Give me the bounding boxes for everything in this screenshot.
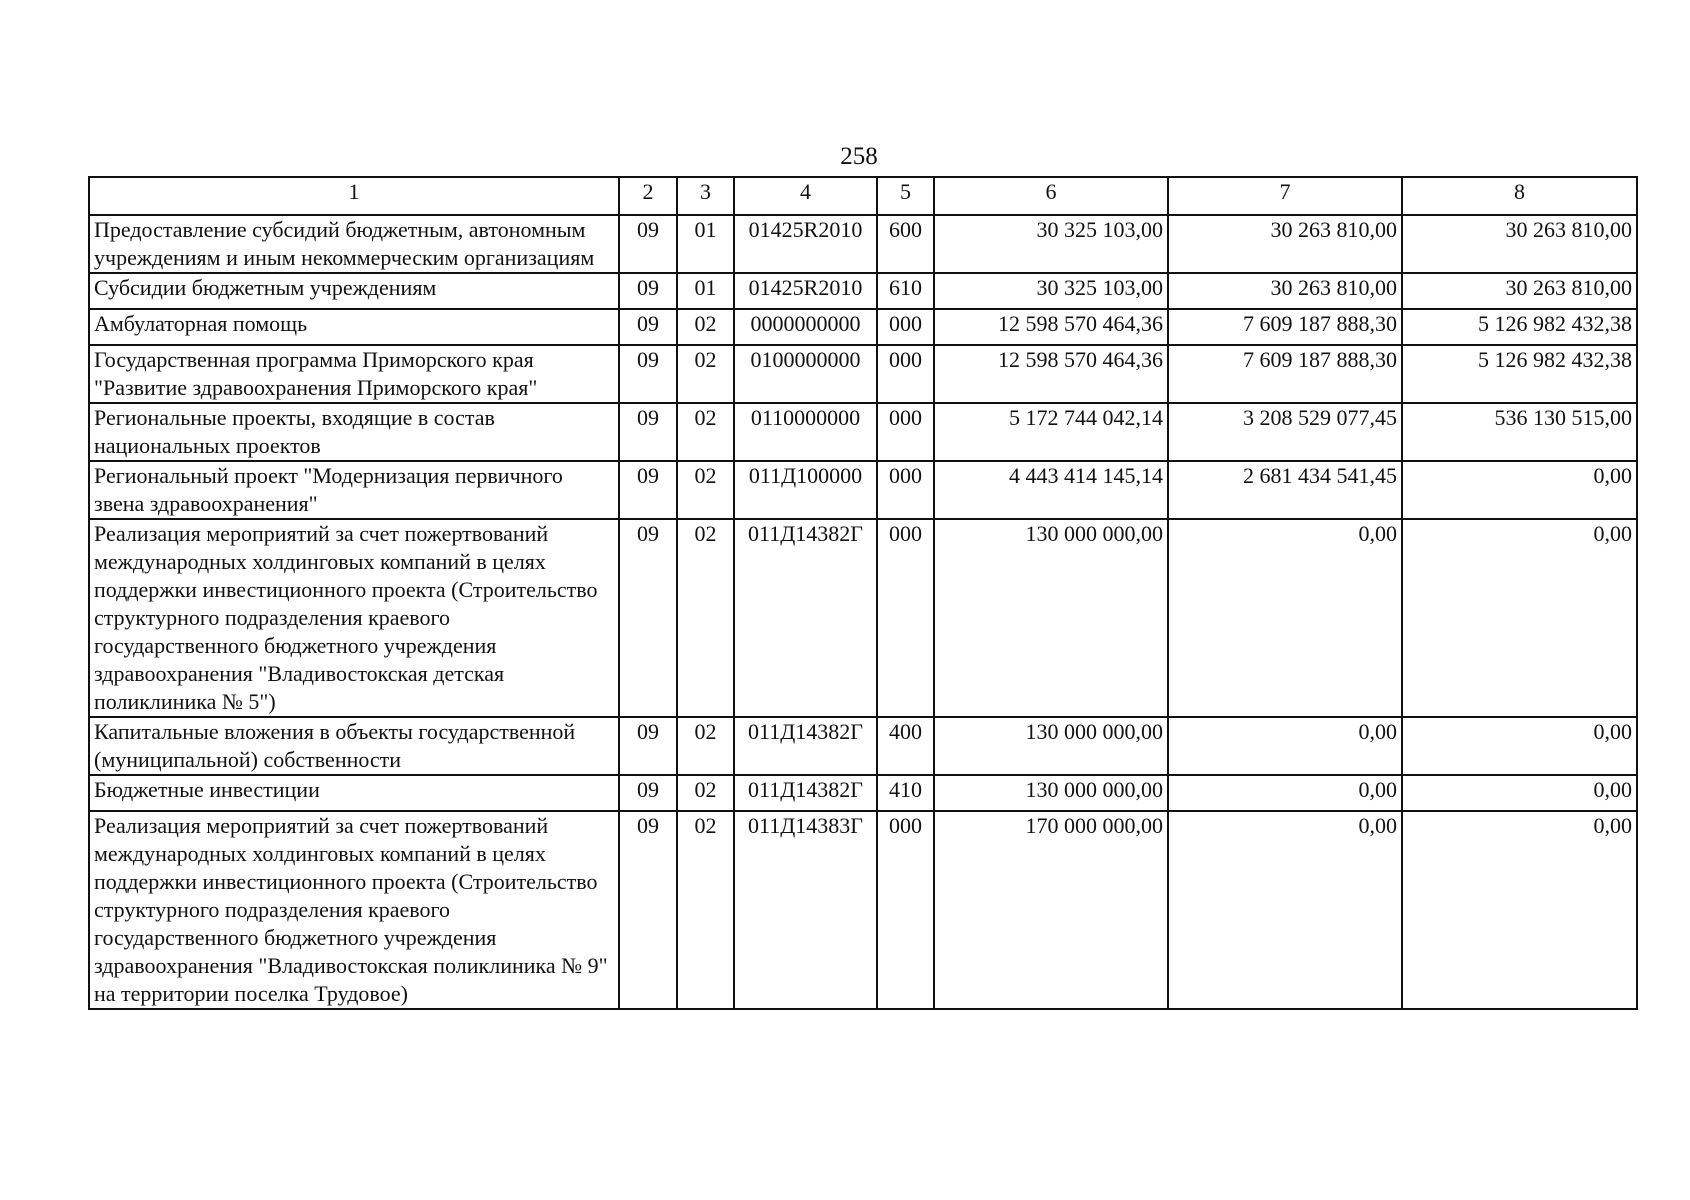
column-header: 2 bbox=[619, 177, 677, 215]
row-name: Государственная программа Приморского края "Развитие здравоохранения Приморского края" bbox=[89, 345, 619, 403]
amount-col-7: 7 609 187 888,30 bbox=[1168, 309, 1402, 345]
subsection-code: 02 bbox=[677, 519, 734, 717]
section-code: 09 bbox=[619, 461, 677, 519]
expense-kind-code: 000 bbox=[877, 519, 934, 717]
row-name: Реализация мероприятий за счет пожертвований международных холдинговых компаний в целях поддержки инвестиционного проекта (Строительство структурного подразделения краевого государственного бюджетного учреждения здравоохранения "Владивостокская детская поликлиника № 5") bbox=[89, 519, 619, 717]
section-code: 09 bbox=[619, 309, 677, 345]
amount-col-7: 0,00 bbox=[1168, 519, 1402, 717]
expense-kind-code: 000 bbox=[877, 461, 934, 519]
amount-col-7: 3 208 529 077,45 bbox=[1168, 403, 1402, 461]
amount-col-7: 30 263 810,00 bbox=[1168, 273, 1402, 309]
target-article-code: 0100000000 bbox=[734, 345, 877, 403]
amount-col-7: 2 681 434 541,45 bbox=[1168, 461, 1402, 519]
section-code: 09 bbox=[619, 345, 677, 403]
expense-kind-code: 000 bbox=[877, 811, 934, 1009]
amount-col-8: 0,00 bbox=[1402, 519, 1637, 717]
subsection-code: 02 bbox=[677, 309, 734, 345]
target-article-code: 01425R2010 bbox=[734, 215, 877, 273]
amount-col-7: 7 609 187 888,30 bbox=[1168, 345, 1402, 403]
amount-col-8: 0,00 bbox=[1402, 775, 1637, 811]
amount-col-6: 130 000 000,00 bbox=[934, 717, 1168, 775]
expense-kind-code: 410 bbox=[877, 775, 934, 811]
amount-col-7: 0,00 bbox=[1168, 775, 1402, 811]
column-header: 5 bbox=[877, 177, 934, 215]
row-name: Бюджетные инвестиции bbox=[89, 775, 619, 811]
page-number: 258 bbox=[840, 143, 878, 170]
amount-col-8: 30 263 810,00 bbox=[1402, 215, 1637, 273]
row-name: Капитальные вложения в объекты государственной (муниципальной) собственности bbox=[89, 717, 619, 775]
table-row bbox=[89, 215, 1637, 273]
expense-kind-code: 000 bbox=[877, 345, 934, 403]
section-code: 09 bbox=[619, 811, 677, 1009]
table-row bbox=[89, 811, 1637, 1009]
subsection-code: 02 bbox=[677, 775, 734, 811]
amount-col-6: 170 000 000,00 bbox=[934, 811, 1168, 1009]
amount-col-6: 130 000 000,00 bbox=[934, 775, 1168, 811]
subsection-code: 02 bbox=[677, 403, 734, 461]
section-code: 09 bbox=[619, 519, 677, 717]
subsection-code: 02 bbox=[677, 345, 734, 403]
table-row bbox=[89, 309, 1637, 345]
table-row bbox=[89, 273, 1637, 309]
row-name: Реализация мероприятий за счет пожертвований международных холдинговых компаний в целях поддержки инвестиционного проекта (Строительство структурного подразделения краевого государственного бюджетного учреждения здравоохранения "Владивостокская поликлиника № 9" на территории поселка Трудовое) bbox=[89, 811, 619, 1009]
table-row bbox=[89, 775, 1637, 811]
row-name: Региональный проект "Модернизация первичного звена здравоохранения" bbox=[89, 461, 619, 519]
column-header: 1 bbox=[89, 177, 619, 215]
section-code: 09 bbox=[619, 775, 677, 811]
column-header: 7 bbox=[1168, 177, 1402, 215]
target-article-code: 011Д14382Г bbox=[734, 717, 877, 775]
amount-col-8: 0,00 bbox=[1402, 717, 1637, 775]
target-article-code: 011Д14383Г bbox=[734, 811, 877, 1009]
amount-col-7: 0,00 bbox=[1168, 717, 1402, 775]
section-code: 09 bbox=[619, 717, 677, 775]
target-article-code: 011Д100000 bbox=[734, 461, 877, 519]
table-row bbox=[89, 345, 1637, 403]
amount-col-8: 30 263 810,00 bbox=[1402, 273, 1637, 309]
target-article-code: 011Д14382Г bbox=[734, 775, 877, 811]
amount-col-8: 5 126 982 432,38 bbox=[1402, 345, 1637, 403]
amount-col-7: 30 263 810,00 bbox=[1168, 215, 1402, 273]
column-header: 6 bbox=[934, 177, 1168, 215]
table-row bbox=[89, 717, 1637, 775]
expense-kind-code: 000 bbox=[877, 403, 934, 461]
column-header: 8 bbox=[1402, 177, 1637, 215]
expense-kind-code: 600 bbox=[877, 215, 934, 273]
column-header: 3 bbox=[677, 177, 734, 215]
row-name: Предоставление субсидий бюджетным, автономным учреждениям и иным некоммерческим организациям bbox=[89, 215, 619, 273]
amount-col-8: 0,00 bbox=[1402, 811, 1637, 1009]
column-header: 4 bbox=[734, 177, 877, 215]
table-row bbox=[89, 519, 1637, 717]
amount-col-6: 12 598 570 464,36 bbox=[934, 345, 1168, 403]
amount-col-6: 30 325 103,00 bbox=[934, 273, 1168, 309]
amount-col-6: 130 000 000,00 bbox=[934, 519, 1168, 717]
subsection-code: 01 bbox=[677, 215, 734, 273]
row-name: Амбулаторная помощь bbox=[89, 309, 619, 345]
target-article-code: 011Д14382Г bbox=[734, 519, 877, 717]
section-code: 09 bbox=[619, 215, 677, 273]
subsection-code: 02 bbox=[677, 811, 734, 1009]
target-article-code: 0110000000 bbox=[734, 403, 877, 461]
target-article-code: 0000000000 bbox=[734, 309, 877, 345]
subsection-code: 01 bbox=[677, 273, 734, 309]
budget-table bbox=[88, 176, 1638, 1010]
amount-col-8: 5 126 982 432,38 bbox=[1402, 309, 1637, 345]
amount-col-6: 12 598 570 464,36 bbox=[934, 309, 1168, 345]
subsection-code: 02 bbox=[677, 717, 734, 775]
amount-col-8: 0,00 bbox=[1402, 461, 1637, 519]
subsection-code: 02 bbox=[677, 461, 734, 519]
section-code: 09 bbox=[619, 403, 677, 461]
amount-col-6: 5 172 744 042,14 bbox=[934, 403, 1168, 461]
expense-kind-code: 000 bbox=[877, 309, 934, 345]
amount-col-6: 4 443 414 145,14 bbox=[934, 461, 1168, 519]
table-row bbox=[89, 403, 1637, 461]
amount-col-8: 536 130 515,00 bbox=[1402, 403, 1637, 461]
row-name: Субсидии бюджетным учреждениям bbox=[89, 273, 619, 309]
section-code: 09 bbox=[619, 273, 677, 309]
column-number-row bbox=[89, 177, 1637, 215]
target-article-code: 01425R2010 bbox=[734, 273, 877, 309]
expense-kind-code: 400 bbox=[877, 717, 934, 775]
table-row bbox=[89, 461, 1637, 519]
expense-kind-code: 610 bbox=[877, 273, 934, 309]
row-name: Региональные проекты, входящие в состав национальных проектов bbox=[89, 403, 619, 461]
amount-col-6: 30 325 103,00 bbox=[934, 215, 1168, 273]
amount-col-7: 0,00 bbox=[1168, 811, 1402, 1009]
